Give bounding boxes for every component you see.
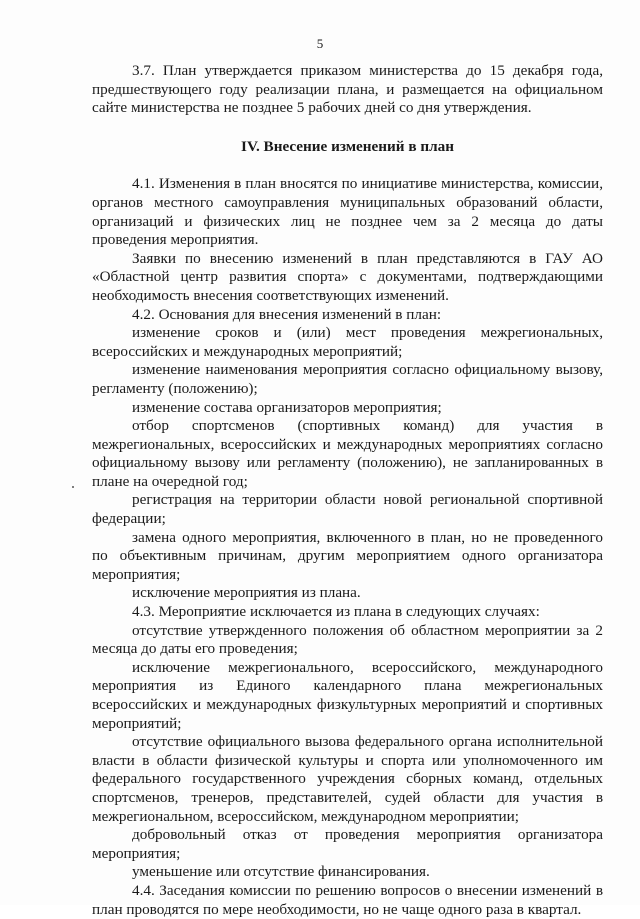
list-item-no-official-call: отсутствие официального вызова федерального органа исполнительной власти в области физической культуры и спорта или уполномоченного им федерального государственного учреждения сборных команд, отдельных спортсменов, тренеров, представителей, судей области для участия в межрегиональном, всероссийском, международном мероприятии; [92, 733, 603, 825]
list-item-excluded-from-calendar: исключение межрегионального, всероссийского, международного мероприятия из Единого календарного плана межрегиональных всероссийских и международных физкультурных мероприятий и спортивных мероприятий; [92, 658, 603, 732]
list-item-change-organizers: изменение состава организаторов мероприятия; [132, 398, 442, 416]
list-item-selection: отбор спортсменов (спортивных команд) для участия в межрегиональных, всероссийских и международных мероприятиях согласно официальному вызову или регламенту (положению), не запланированных в плане на очередной год; [92, 417, 603, 490]
page-number: 5 [316, 36, 324, 51]
list-item-funding: уменьшение или отсутствие финансирования. [132, 863, 430, 881]
paragraph-4-1: 4.1. Изменения в план вносятся по инициативе министерства, комиссии, органов местного самоуправления муниципальных образований области, организаций и физических лиц не позднее чем за 2 месяца до даты проведения мероприятия. [92, 175, 603, 249]
list-item-no-regulation: отсутствие утвержденного положения об областном мероприятии за 2 месяца до даты его проведения; [92, 621, 603, 658]
paragraph-4-3: 4.3. Мероприятие исключается из плана в следующих случаях: [132, 603, 540, 621]
list-item-replacement: замена одного мероприятия, включенного в план, но не проведенного по объективным причинам, другим мероприятием одного организатора мероприятия; [92, 528, 603, 583]
list-item-voluntary-refusal: добровольный отказ от проведения мероприятия организатора мероприятия; [92, 826, 603, 862]
list-item-exclusion: исключение мероприятия из плана. [132, 584, 361, 602]
paragraph-4-2: 4.2. Основания для внесения изменений в план: [132, 305, 442, 323]
paragraph-3-7: 3.7. План утверждается приказом министерства до 15 декабря года, предшествующего году реализации плана, и размещается на официальном сайте министерства не позднее 5 рабочих дней со дня утверждения. [92, 62, 603, 117]
scan-mark [72, 486, 74, 488]
section-heading-iv: IV. Внесение изменений в план [241, 137, 454, 155]
paragraph-requests: Заявки по внесению изменений в план представляются в ГАУ АО «Областной центр развития спорта» с документами, подтверждающими необходимость внесения соответствующих изменений. [92, 249, 603, 304]
list-item-registration: регистрация на территории области новой региональной спортивной федерации; [92, 491, 603, 528]
document-body [92, 62, 603, 919]
list-item-change-dates: изменение сроков и (или) мест проведения межрегиональных, всероссийских и международных мероприятий; [92, 324, 603, 360]
list-item-change-name: изменение наименования мероприятия согласно официальному вызову, регламенту (положению); [92, 361, 603, 397]
paragraph-4-4: 4.4. Заседания комиссии по решению вопросов о внесении изменений в план проводятся по мере необходимости, но не чаще одного раза в квартал. [92, 881, 603, 918]
